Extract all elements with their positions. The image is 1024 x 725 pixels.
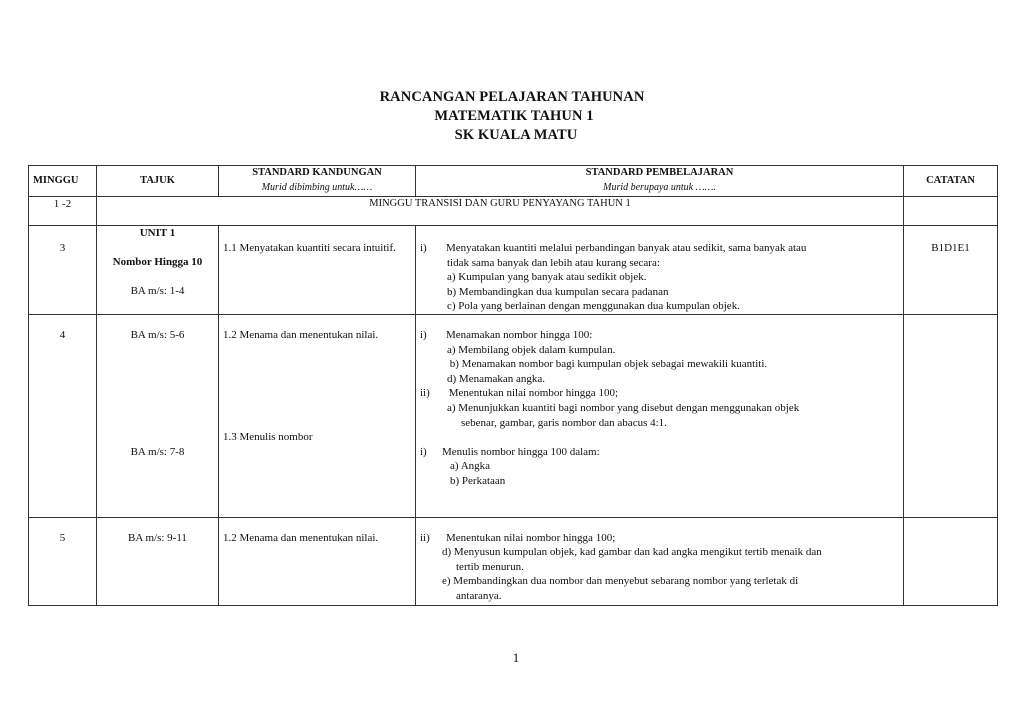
sub-item: a) Membilang objek dalam kumpulan. xyxy=(447,343,616,356)
cell-minggu: 4 xyxy=(29,314,97,517)
unit-name: Nombor Hingga 10 xyxy=(112,256,203,269)
ba-reference: BA m/s: 1-4 xyxy=(130,285,185,298)
cell-standard-pembelajaran xyxy=(416,314,904,517)
header-sk-label: STANDARD KANDUNGAN xyxy=(252,167,382,179)
sub-item: b) Membandingkan dua kumpulan secara padanan xyxy=(447,285,669,298)
title-line-1: RANCANGAN PELAJARAN TAHUNAN xyxy=(379,89,645,105)
cell-standard-kandungan: 1.1 Menyatakan kuantiti secara intuitif. xyxy=(219,226,416,315)
sub-item: a) Menunjukkan kuantiti bagi nombor yang disebut dengan menggunakan objek xyxy=(447,401,800,414)
sub-item: c) Pola yang berlainan dengan menggunakan dua kumpulan objek. xyxy=(447,300,740,313)
cell-tajuk xyxy=(97,314,219,517)
item-number: ii) xyxy=(420,531,430,544)
cell-transisi: MINGGU TRANSISI DAN GURU PENYAYANG TAHUN 1 xyxy=(97,197,904,226)
cell-catatan xyxy=(904,517,998,606)
item-text: Menentukan nilai nombor hingga 100; xyxy=(446,531,616,544)
table-row-week-5 xyxy=(29,517,998,606)
title-line-2: MATEMATIK TAHUN 1 xyxy=(434,108,594,124)
header-tajuk: TAJUK xyxy=(97,166,219,197)
sub-item: d) Menyusun kumpulan objek, kad gambar dan kad angka mengikut tertib menaik dan xyxy=(442,546,822,559)
cell-catatan: B1D1E1 xyxy=(904,226,998,315)
header-sp-sub: Murid berupaya untuk ……. xyxy=(603,182,716,193)
item-number: i) xyxy=(420,328,427,341)
cell-catatan xyxy=(904,197,998,226)
sub-item: tertib menurun. xyxy=(456,560,524,573)
sub-item: e) Membandingkan dua nombor dan menyebut sebarang nombor yang terletak di xyxy=(442,575,799,588)
cell-standard-pembelajaran xyxy=(416,226,904,315)
sub-item: b) Menamakan nombor bagi kumpulan objek sebagai mewakili kuantiti. xyxy=(447,358,768,371)
sub-item: b) Perkataan xyxy=(450,474,506,487)
lesson-plan-table xyxy=(28,165,998,606)
table-row-week-4 xyxy=(29,314,998,517)
header-minggu: MINGGU xyxy=(29,166,97,197)
ba-reference: BA m/s: 5-6 xyxy=(130,328,185,341)
item-number: i) xyxy=(420,242,427,254)
table-header-row xyxy=(29,166,998,197)
cell-catatan xyxy=(904,314,998,517)
sub-item: antaranya. xyxy=(456,589,502,602)
sub-item: a) Kumpulan yang banyak atau sedikit objek. xyxy=(447,271,647,284)
item-number: i) xyxy=(420,445,427,458)
sub-item: a) Angka xyxy=(450,460,491,473)
sub-item: d) Menamakan angka. xyxy=(447,372,546,385)
page-number: 1 xyxy=(512,650,520,665)
cell-tajuk: BA m/s: 9-11 xyxy=(97,517,219,606)
table-row-week-3 xyxy=(29,226,998,315)
cell-standard-pembelajaran xyxy=(416,517,904,606)
header-catatan: CATATAN xyxy=(904,166,998,197)
sk-item: 1.3 Menulis nombor xyxy=(223,430,313,443)
item-number: ii) xyxy=(420,387,430,400)
unit-label: UNIT 1 xyxy=(139,227,176,239)
table-row-transisi xyxy=(29,197,998,226)
item-text: Menentukan nilai nombor hingga 100; xyxy=(446,387,618,400)
item-text: tidak sama banyak dan lebih atau kurang secara: xyxy=(447,256,660,269)
item-text: Menyatakan kuantiti melalui perbandingan banyak atau sedikit, sama banyak atau xyxy=(446,242,807,254)
header-standard-pembelajaran xyxy=(416,166,904,197)
item-text: Menamakan nombor hingga 100: xyxy=(446,328,593,341)
cell-minggu: 3 xyxy=(29,226,97,315)
sk-item: 1.2 Menama dan menentukan nilai. xyxy=(223,328,379,341)
cell-minggu: 1 -2 xyxy=(29,197,97,226)
cell-standard-kandungan xyxy=(219,314,416,517)
document-title xyxy=(0,88,1024,145)
header-sp-label: STANDARD PEMBELAJARAN xyxy=(585,167,734,179)
header-sk-sub: Murid dibimbing untuk…… xyxy=(261,182,373,193)
ba-reference: BA m/s: 7-8 xyxy=(130,445,185,458)
header-standard-kandungan xyxy=(219,166,416,197)
title-line-3: SK KUALA MATU xyxy=(454,127,578,143)
cell-tajuk xyxy=(97,226,219,315)
item-text: Menulis nombor hingga 100 dalam: xyxy=(442,445,600,458)
sub-item: sebenar, gambar, garis nombor dan abacus 4:1. xyxy=(461,416,667,429)
cell-standard-kandungan: 1.2 Menama dan menentukan nilai. xyxy=(219,517,416,606)
cell-minggu: 5 xyxy=(29,517,97,606)
